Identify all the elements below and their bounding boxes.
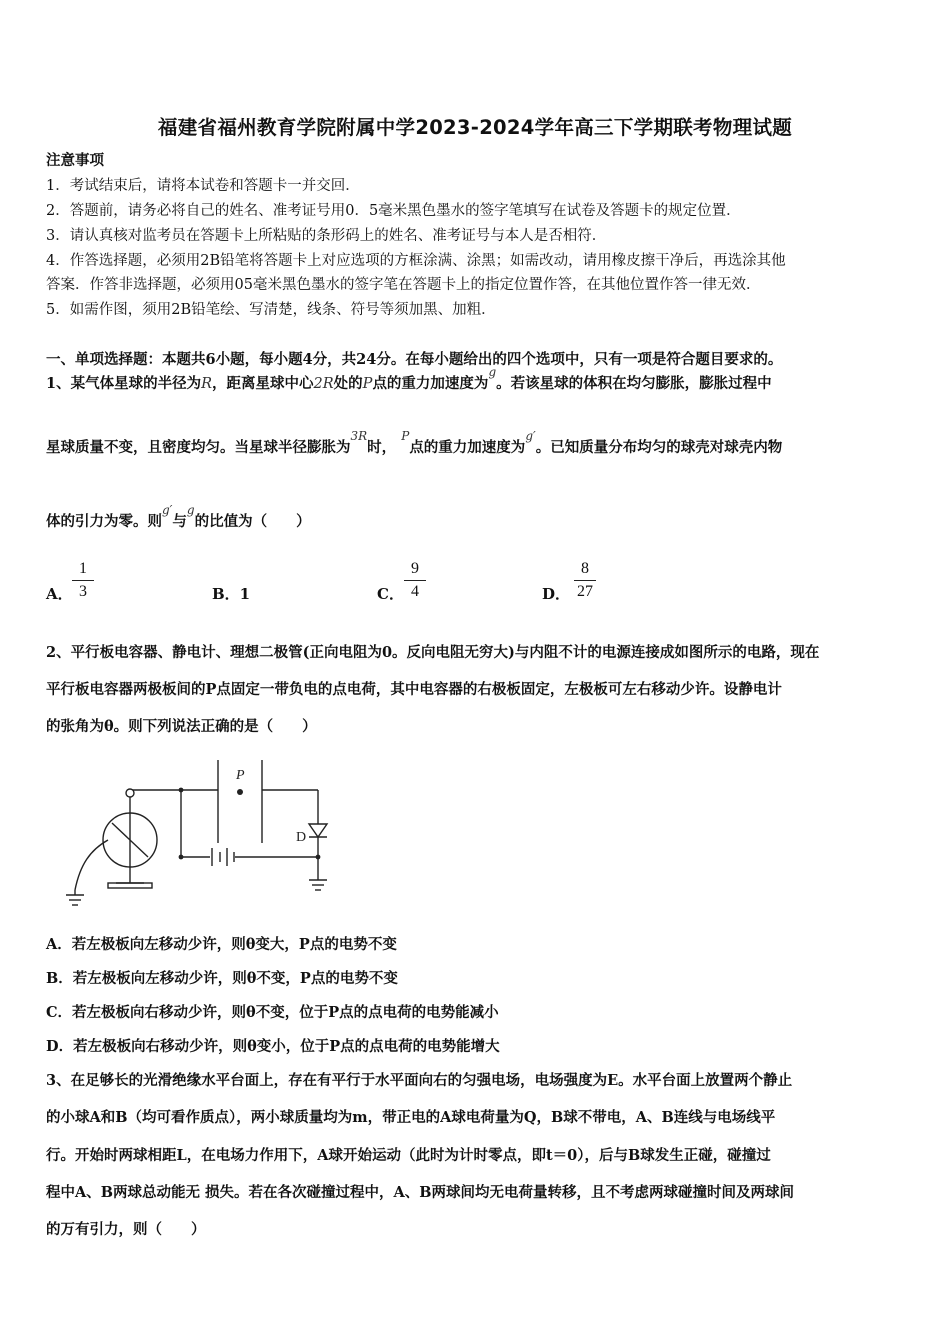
q1-line-3: 体的引力为零。则$^{g'}$与$^g$的比值为（ ） — [46, 503, 311, 530]
q3-line: 的小球A和B（均可看作质点），两小球质量均为m，带正电的A球电荷量为Q，B球不带电，A、B连线与电场线平 — [46, 1109, 776, 1126]
option-label: A． — [46, 585, 73, 603]
diode-symbol — [309, 824, 327, 837]
notice-heading: 注意事项 — [46, 152, 104, 169]
q3-line: 的万有引力，则（ ） — [46, 1221, 206, 1238]
notice-item: 答案．作答非选择题，必须用05毫米黑色墨水的签字笔在答题卡上的指定位置作答，在其他位置作答一律无效． — [46, 277, 761, 293]
q2-option-d[interactable]: D．若左极板向右移动少许，则θ变小，位于P点的点电荷的电势能增大 — [46, 1038, 500, 1055]
q1-line-2: 星球质量不变，且密度均匀。当星球半径膨胀为$^{3R}$时， $^P$点的重力加速度为$^{g'}$。已知质量分布均匀的球壳对球壳内物 — [46, 429, 783, 456]
label-p: P — [236, 768, 245, 783]
notice-item: 2．答题前，请务必将自己的姓名、准考证号用0．5毫米黑色墨水的签字笔填写在试卷及答题卡的规定位置． — [46, 203, 741, 219]
option-fraction: 9 4 — [400, 560, 430, 601]
page-title: 福建省福州教育学院附属中学2023-2024学年高三下学期联考物理试题 — [157, 116, 793, 139]
q2-option-b[interactable]: B．若左极板向左移动少许，则θ不变，P点的电势不变 — [46, 970, 398, 987]
notice-item: 5．如需作图，须用2B铅笔绘、写清楚，线条、符号等须加黑、加粗． — [46, 302, 496, 318]
q3-line: 程中A、B两球总动能无 损失。若在各次碰撞过程中，A、B两球间均无电荷量转移，且不考虑两球碰撞时间及两球间 — [46, 1184, 795, 1201]
option-label: D． — [542, 585, 571, 603]
option-fraction: 1 3 — [68, 560, 98, 601]
q3-line: 3、在足够长的光滑绝缘水平台面上，存在有平行于水平面向右的匀强电场，电场强度为E。水平台面上放置两个静止 — [46, 1072, 793, 1089]
q1-line-1: 1、某气体星球的半径为R，距离星球中心2R处的P点的重力加速度为$^g$。若该星球的体积在均匀膨胀，膨胀过程中 — [46, 365, 772, 392]
option-label: C． — [377, 585, 404, 603]
q3-line: 行。开始时两球相距L，在电场力作用下，A球开始运动（此时为计时零点，即t＝0），后与B球发生正碰，碰撞过 — [46, 1147, 771, 1164]
section-heading: 一、单项选择题：本题共6小题，每小题4分，共24分。在每小题给出的四个选项中，只有一项是符合题目要求的。 — [46, 351, 783, 368]
notice-item: 3．请认真核对监考员在答题卡上所粘贴的条形码上的姓名、准考证号与本人是否相符． — [46, 228, 607, 244]
label-d: D — [296, 830, 307, 845]
notice-item: 1．考试结束后，请将本试卷和答题卡一并交回． — [46, 178, 360, 194]
q2-option-c[interactable]: C．若左极板向右移动少许，则θ不变，位于P点的点电荷的电势能减小 — [46, 1004, 499, 1021]
circuit-diagram — [60, 755, 350, 915]
notice-item: 4．作答选择题，必须用2B铅笔将答题卡上对应选项的方框涂满、涂黑；如需改动，请用橡皮擦干净后，再选涂其他 — [46, 253, 786, 269]
point-p-dot — [237, 789, 243, 795]
option-label: B．1 — [212, 585, 251, 603]
option-fraction: 8 27 — [570, 560, 600, 601]
q2-line: 2、平行板电容器、静电计、理想二极管(正向电阻为0。反向电阻无穷大)与内阻不计的电源连接成如图所示的电路，现在 — [46, 644, 820, 661]
q2-option-a[interactable]: A．若左极板向左移动少许，则θ变大，P点的电势不变 — [46, 936, 397, 953]
q2-line: 的张角为θ。则下列说法正确的是（ ） — [46, 718, 317, 735]
q2-line: 平行板电容器两极板间的P点固定一带负电的点电荷，其中电容器的右极板固定，左极板可左右移动少许。设静电计 — [46, 681, 782, 698]
